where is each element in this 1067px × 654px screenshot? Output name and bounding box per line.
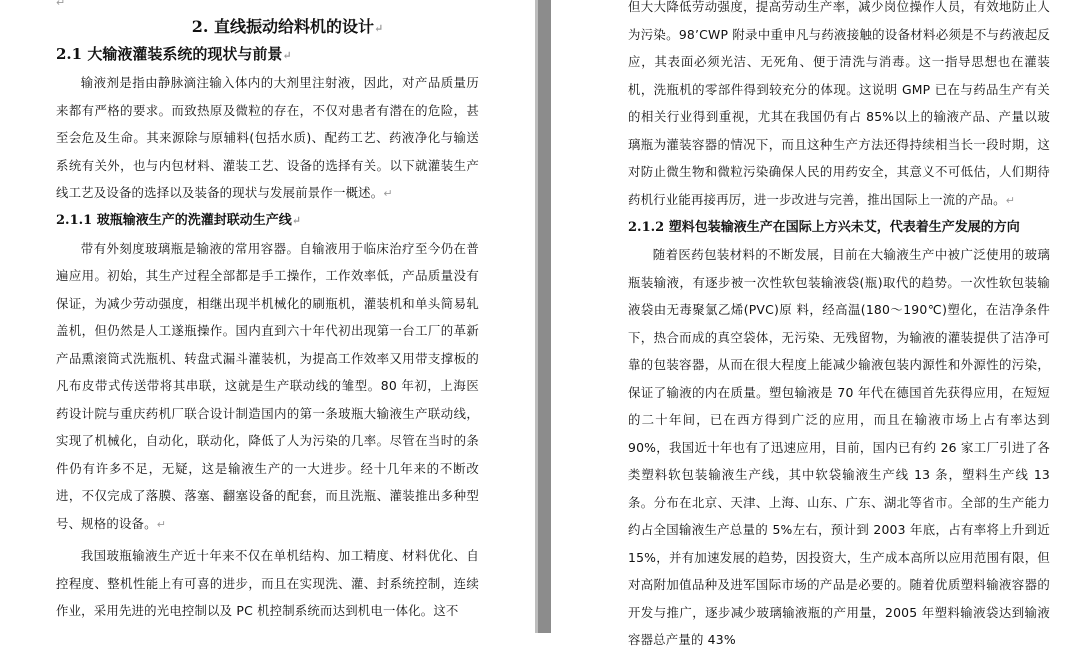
body-paragraph-1 bbox=[56, 235, 479, 539]
document-page-right bbox=[551, 0, 1067, 647]
section-heading bbox=[56, 42, 479, 68]
section-paragraph bbox=[56, 69, 479, 208]
subsection-heading bbox=[56, 208, 479, 234]
paragraph-mark: ↵ bbox=[291, 213, 301, 227]
continued-paragraph bbox=[628, 0, 1050, 214]
body-paragraph-2-text: 我国玻瓶输液生产近十年来不仅在单机结构、加工精度、材料优化、自控程度、整机性能上有可喜的进步，而且在实现洗、灌、封系统控制，连续作业，采用先进的光电控制以及 PC 机控制系统而达到机电一体化。这不 bbox=[56, 548, 479, 618]
body-paragraph-1-text: 带有外刻度玻璃瓶是输液的常用容器。自输液用于临床治疗至今仍在普遍应用。初始，其生产过程全部都是手工操作，工作效率低，产品质量没有保证，为减少劳动强度，相继出现半机械化的刷瓶机，灌装机和单头简易轧盖机，但仍然是人工遂瓶操作。国内直到六十年代初出现第一台工厂的革新产品熏滚筒式洗瓶机、转盘式漏斗灌装机，为提高工作效率又用带支撑板的凡布皮带式传送带将其串联，这就是生产联动线的雏型。80 年初，上海医药设计院与重庆药机厂联合设计制造国内的第一条玻瓶大输液生产联动线，实现了机械化，自动化，联动化，降低了人为污染的几率。尽管在当时的条件仍有许多不足，无疑，这是输液生产的一大进步。经十几年来的不断改进，不仅完成了落膜、落塞、翻塞设备的配套，而且洗瓶、灌装推出多种型号、规格的设备。 bbox=[56, 240, 479, 531]
paragraph-mark: ↵ bbox=[56, 0, 66, 9]
paragraph-mark: ↵ bbox=[1005, 193, 1016, 207]
paragraph-mark: ↵ bbox=[156, 517, 167, 531]
continued-paragraph-text: 但大大降低劳动强度，提高劳动生产率，减少岗位操作人员，有效地防止人为污染。98’CWP 附录中重申凡与药液接触的设备材料必须是不与药液起反应，其表面必须光洁、无死角、便于清洗与消毒。这一指导思想也在灌装机，洗瓶机的零部件得到较充分的体现。这说明 GMP 已在与药品生产有关的相关行业得到重视，尤其在我国仍有占 85%以上的输液产品、产量以玻璃瓶为灌装容器的情况下，而且这种生产方法还得持续相当长一段时期，这对防止微生物和微粒污染确保人民的用药安全，其意义不可低估，人们期待药机行业能再接再厉，进一步改进与完善，推出国际上一流的产品。 bbox=[628, 0, 1050, 207]
body-paragraph-2 bbox=[56, 542, 479, 625]
paragraph-mark: ↵ bbox=[374, 22, 384, 35]
chapter-title-text: 2. 直线振动给料机的设计 bbox=[191, 17, 375, 36]
paragraph-mark: ↵ bbox=[282, 49, 292, 62]
subsection-heading-2-text: 2.1.2 塑料包装输液生产在国际上方兴未艾，代表着生产发展的方向 bbox=[628, 220, 1020, 235]
document-page-left bbox=[0, 0, 535, 633]
subsection-heading-text: 2.1.1 玻瓶输液生产的洗灌封联动生产线 bbox=[56, 212, 292, 228]
chapter-title bbox=[96, 15, 479, 41]
page-gap bbox=[535, 0, 551, 633]
section-paragraph-text: 输液剂是指由静脉滴注输入体内的大剂里注射液，因此，对产品质量历来都有严格的要求。而致热原及微粒的存在，不仅对患者有潜在的危险，甚至会危及生命。其来源除与原辅料(包括水质)、配药工艺、药液净化与输送系统有关外，也与内包材料、灌装工艺、设备的选择有关。以下就灌装生产线工艺及设备的选择以及装备的现状与发展前景作一概述。 bbox=[56, 75, 479, 200]
subsection-heading-2 bbox=[628, 215, 1050, 241]
body-paragraph-right-text: 随着医药包装材料的不断发展，目前在大输液生产中被广泛使用的玻璃瓶装输液，有逐步被一次性软包装输液袋(瓶)取代的趋势。一次性软包装输液袋由无毒聚氯乙烯(PVC)原 料，经高温(180～190℃)塑化，在洁净条件下，热合而成的真空袋体，无污染、无残留物，为输液的灌装提供了洁净可靠的包装容器，从而在很大程度上能减少输液包装内源性和外源性的污染，保证了输液的内在质量。塑包输液是 70 年代在德国首先获得应用，在短短的二十年间，已在西方得到广泛的应用，而且在输液市场上占有率达到 90%，我国近十年也有了迅速应用，目前，国内已有约 26 家工厂引进了各类塑料软包装输液生产线，其中软袋输液生产线 13 条，塑料生产线 13 条。分布在北京、天津、上海、山东、广东、湖北等省市。全部的生产能力约占全国输液生产总量的 5%左右，预计到 2003 年底，占有率将上升到近 15%，并有加速发展的趋势，因投资大，生产成本高所以应用范围有限，但对高附加值品种及进军国际市场的产品是必要的。随着优质塑料输液容器的开发与推广，逐步减少玻璃输液瓶的产用量，2005 年塑料输液袋达到输液容器总产量的 43% bbox=[628, 247, 1050, 647]
paragraph-mark: ↵ bbox=[383, 187, 393, 200]
section-heading-text: 2.1 大输液灌装系统的现状与前景 bbox=[56, 45, 283, 63]
body-paragraph-right bbox=[628, 241, 1050, 654]
